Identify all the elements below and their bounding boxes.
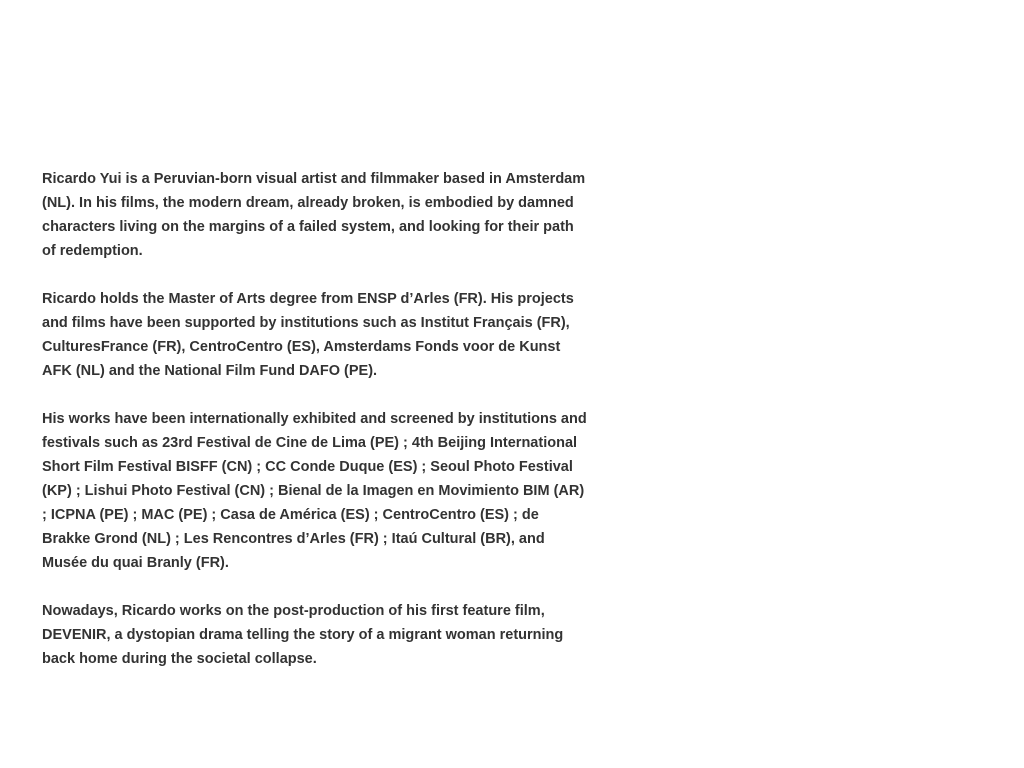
bio-paragraph-intro: Ricardo Yui is a Peruvian-born visual artist and filmmaker based in Amsterdam (NL). In his films, the modern dream, already broken, is embodied by damned characters living on the margins of a failed system, and looking for their path of redemption.: [42, 171, 586, 259]
bio-paragraph-education: Ricardo holds the Master of Arts degree from ENSP d’Arles (FR). His projects and films have been supported by institutions such as Institut Français (FR), CulturesFrance (FR), CentroCentro (ES), Amsterdams Fonds voor de Kunst AFK (NL) and the National Film Fund DAFO (PE).: [42, 291, 574, 379]
bio-paragraph-current-work: Nowadays, Ricardo works on the post-production of his first feature film, DEVENIR, a dystopian drama telling the story of a migrant woman returning back home during the societal collapse.: [42, 603, 564, 667]
bio-text-block: [42, 167, 587, 671]
bio-paragraph-exhibitions: His works have been internationally exhibited and screened by institutions and festivals such as 23rd Festival de Cine de Lima (PE) ; 4th Beijing International Short Film Festival BISFF (CN) ; CC Conde Duque (ES) ; Seoul Photo Festival (KP) ; Lishui Photo Festival (CN) ; Bienal de la Imagen en Movimiento BIM (AR) ; ICPNA (PE) ; MAC (PE) ; Casa de América (ES) ; CentroCentro (ES) ; de Brakke Grond (NL) ; Les Rencontres d’Arles (FR) ; Itaú Cultural (BR), and Musée du quai Branly (FR).: [42, 411, 587, 571]
